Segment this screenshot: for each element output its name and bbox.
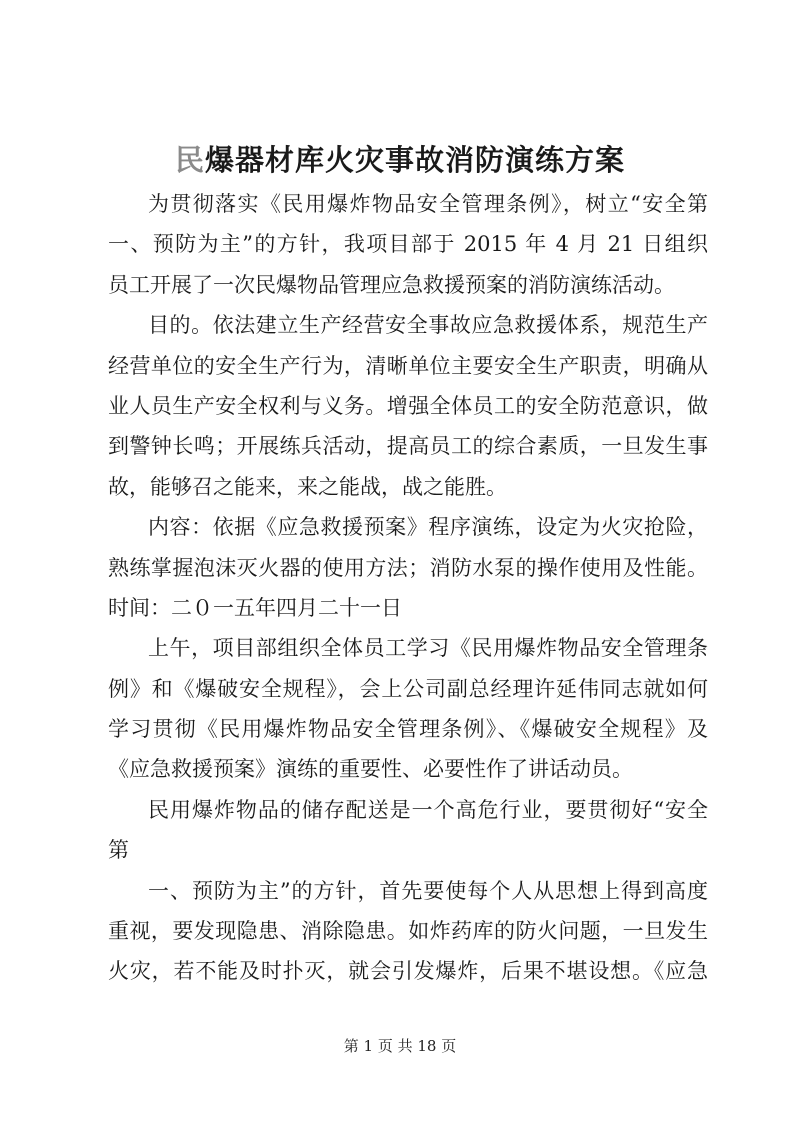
body-line-6: 业人员生产安全权利与义务。增强全体员工的安全防范意识，做 [108,393,708,418]
body-line-7: 到警钟长鸣；开展练兵活动，提高员工的综合素质，一旦发生事 [108,434,708,459]
body-line-9: 内容：依据《应急救援预案》程序演练，设定为火灾抢险， [148,515,708,540]
body-line-8: 故，能够召之能来，来之能战，战之能胜。 [108,474,507,499]
body-line-13: 例》和《爆破安全规程》，会上公司副总经理许延伟同志就如何 [108,676,708,701]
body-line-15: 《应急救援预案》演练的重要性、必要性作了讲话动员。 [108,757,633,782]
body-line-11: 时间：二０一五年四月二十一日 [108,595,402,620]
title-first-char: 民 [174,143,205,177]
body-line-5: 经营单位的安全生产行为，清晰单位主要安全生产职责，明确从 [108,353,708,378]
body-line-10: 熟练掌握泡沫灭火器的使用方法；消防水泵的操作使用及性能。 [108,555,708,580]
body-line-3: 员工开展了一次民爆物品管理应急救援预案的消防演练活动。 [108,272,675,297]
title-text: 爆器材库火灾事故消防演练方案 [205,143,626,177]
body-line-17: 第 [108,838,129,863]
body-line-4: 目的。依法建立生产经营安全事故应急救援体系，规范生产 [148,313,708,338]
page-number-label: 第 1 页 共 18 页 [343,1037,457,1055]
body-line-12: 上午，项目部组织全体员工学习《民用爆炸物品安全管理条 [148,636,708,661]
body-line-20: 火灾，若不能及时扑灭，就会引发爆炸，后果不堪设想。《应急 [108,959,708,984]
document-title [0,140,800,180]
body-line-2: 一、预防为主”的方针，我项目部于 2015 年 4 月 21 日组织 [108,232,708,257]
body-line-19: 重视，要发现隐患、消除隐患。如炸药库的防火问题，一旦发生 [108,919,708,944]
page-footer [0,1036,800,1056]
body-line-14: 学习贯彻《民用爆炸物品安全管理条例》、《爆破安全规程》及 [108,717,708,742]
body-line-16: 民用爆炸物品的储存配送是一个高危行业，要贯彻好“安全 [148,797,708,822]
body-line-18: 一、预防为主”的方针，首先要使每个人从思想上得到高度 [148,878,708,903]
document-body [108,184,708,992]
body-line-1: 为贯彻落实《民用爆炸物品安全管理条例》，树立“安全第 [148,192,708,216]
